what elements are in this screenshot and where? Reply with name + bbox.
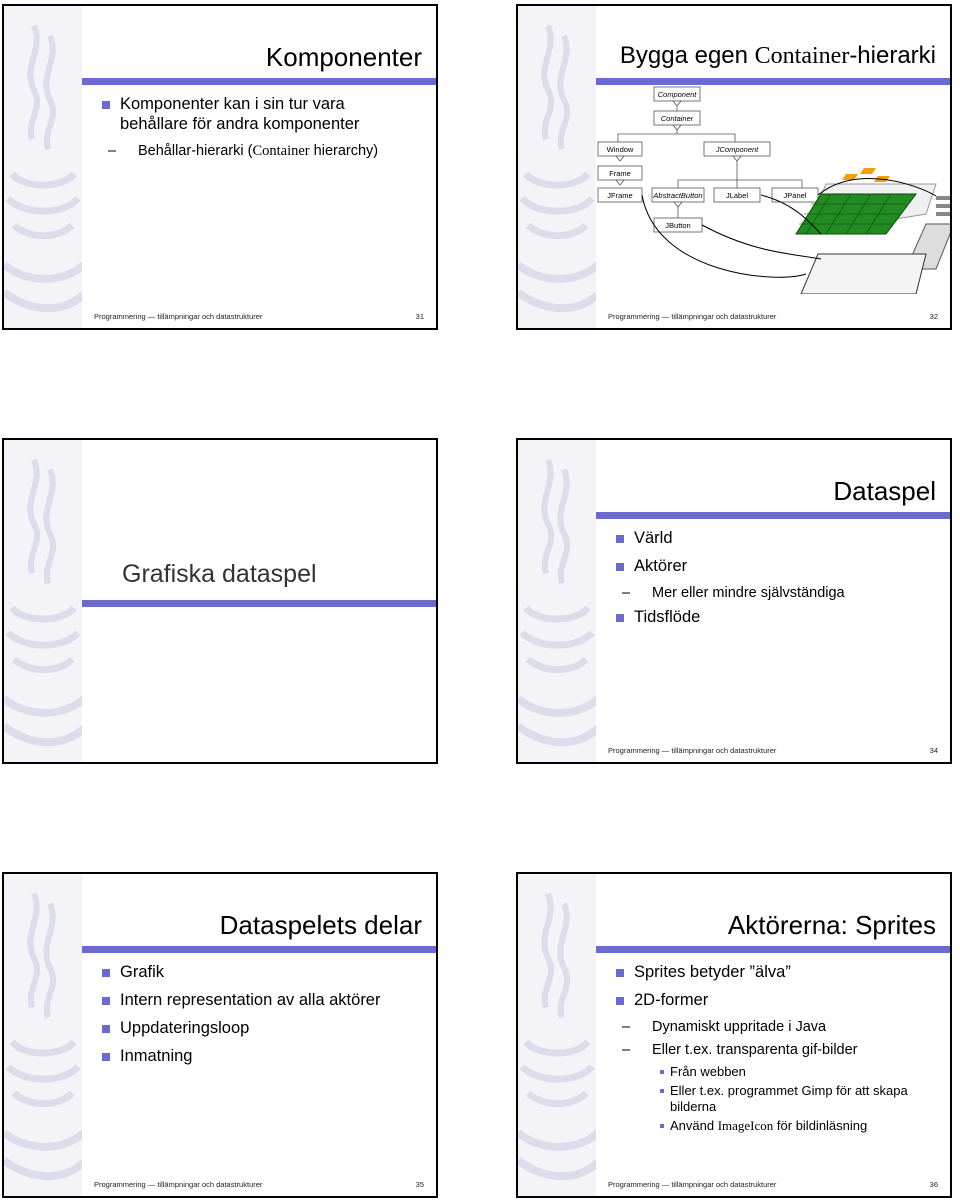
title-underline <box>596 512 952 519</box>
footer-text: Programmering — tillämpningar och datastrukturer <box>608 312 777 321</box>
component-label: Component <box>657 90 697 99</box>
list-item: Intern representation av alla aktörer <box>102 990 422 1010</box>
page-number: 36 <box>929 1180 938 1189</box>
slide-title: Aktörerna: Sprites <box>727 910 936 940</box>
list-item: Använd ImageIcon för bildinläsning <box>616 1118 936 1134</box>
slide-title: Bygga egen Container-hierarki <box>619 42 936 69</box>
title-underline <box>596 946 952 953</box>
page-number: 32 <box>929 312 938 321</box>
java-cup-decoration <box>518 6 596 328</box>
slide-35 <box>2 872 438 1198</box>
slide-title: Komponenter <box>265 42 422 72</box>
title-underline <box>82 946 438 953</box>
list-item: Tidsflöde <box>616 607 936 627</box>
list-item: – Mer eller mindre självständiga <box>616 584 936 602</box>
bullet-list <box>616 962 936 1137</box>
bullet-list <box>102 94 402 165</box>
java-cup-decoration <box>4 440 82 762</box>
jcomponent-label: JComponent <box>715 145 759 154</box>
slide-34 <box>516 438 952 764</box>
jlabel-label: JLabel <box>725 191 749 200</box>
list-item: Komponenter kan i sin tur vara behållare för andra komponenter <box>102 94 402 134</box>
footer-text: Programmering — tillämpningar och datastrukturer <box>94 1180 263 1189</box>
title-underline <box>82 78 438 85</box>
footer-text: Programmering — tillämpningar och datastrukturer <box>608 1180 777 1189</box>
title-underline <box>82 600 438 607</box>
window-label: Window <box>606 145 634 154</box>
slide-31 <box>2 4 438 330</box>
list-item: – Eller t.ex. transparenta gif-bilder <box>616 1041 936 1059</box>
frame-label: Frame <box>609 169 631 178</box>
slide-title: Dataspelets delar <box>219 910 422 940</box>
bullet-list <box>102 962 422 1074</box>
java-cup-decoration <box>518 440 596 762</box>
jbutton-label: JButton <box>665 221 691 230</box>
footer-text: Programmering — tillämpningar och datastrukturer <box>94 312 263 321</box>
slide-title: Dataspel <box>833 476 936 506</box>
jframe-label: JFrame <box>607 191 633 200</box>
page-number: 34 <box>929 746 938 755</box>
slide-33 <box>2 438 438 764</box>
list-item: Eller t.ex. programmet Gimp för att skapa bilderna <box>616 1083 936 1115</box>
list-item: Grafik <box>102 962 422 982</box>
list-item: – Dynamiskt uppritade i Java <box>616 1018 936 1036</box>
slide-36 <box>516 872 952 1198</box>
java-cup-decoration <box>518 874 596 1196</box>
list-item: Sprites betyder ”älva” <box>616 962 936 982</box>
bullet-list <box>616 528 936 635</box>
list-item: 2D-former <box>616 990 936 1010</box>
page-number: 35 <box>415 1180 424 1189</box>
jpanel-label: JPanel <box>783 191 807 200</box>
slide-32 <box>516 4 952 330</box>
list-item: – Behållar-hierarki (Container hierarchy) <box>102 142 402 160</box>
class-hierarchy-diagram <box>596 84 952 294</box>
java-cup-decoration <box>4 6 82 328</box>
java-cup-decoration <box>4 874 82 1196</box>
list-item: Från webben <box>616 1064 936 1080</box>
list-item: Inmatning <box>102 1046 422 1066</box>
footer-text: Programmering — tillämpningar och datastrukturer <box>608 746 777 755</box>
list-item: Värld <box>616 528 936 548</box>
list-item: Aktörer <box>616 556 936 576</box>
list-item: Uppdateringsloop <box>102 1018 422 1038</box>
slide-title: Grafiska dataspel <box>122 560 317 588</box>
page-number: 31 <box>415 312 424 321</box>
container-label: Container <box>660 114 694 123</box>
abstractbutton-label: AbstractButton <box>653 191 703 200</box>
